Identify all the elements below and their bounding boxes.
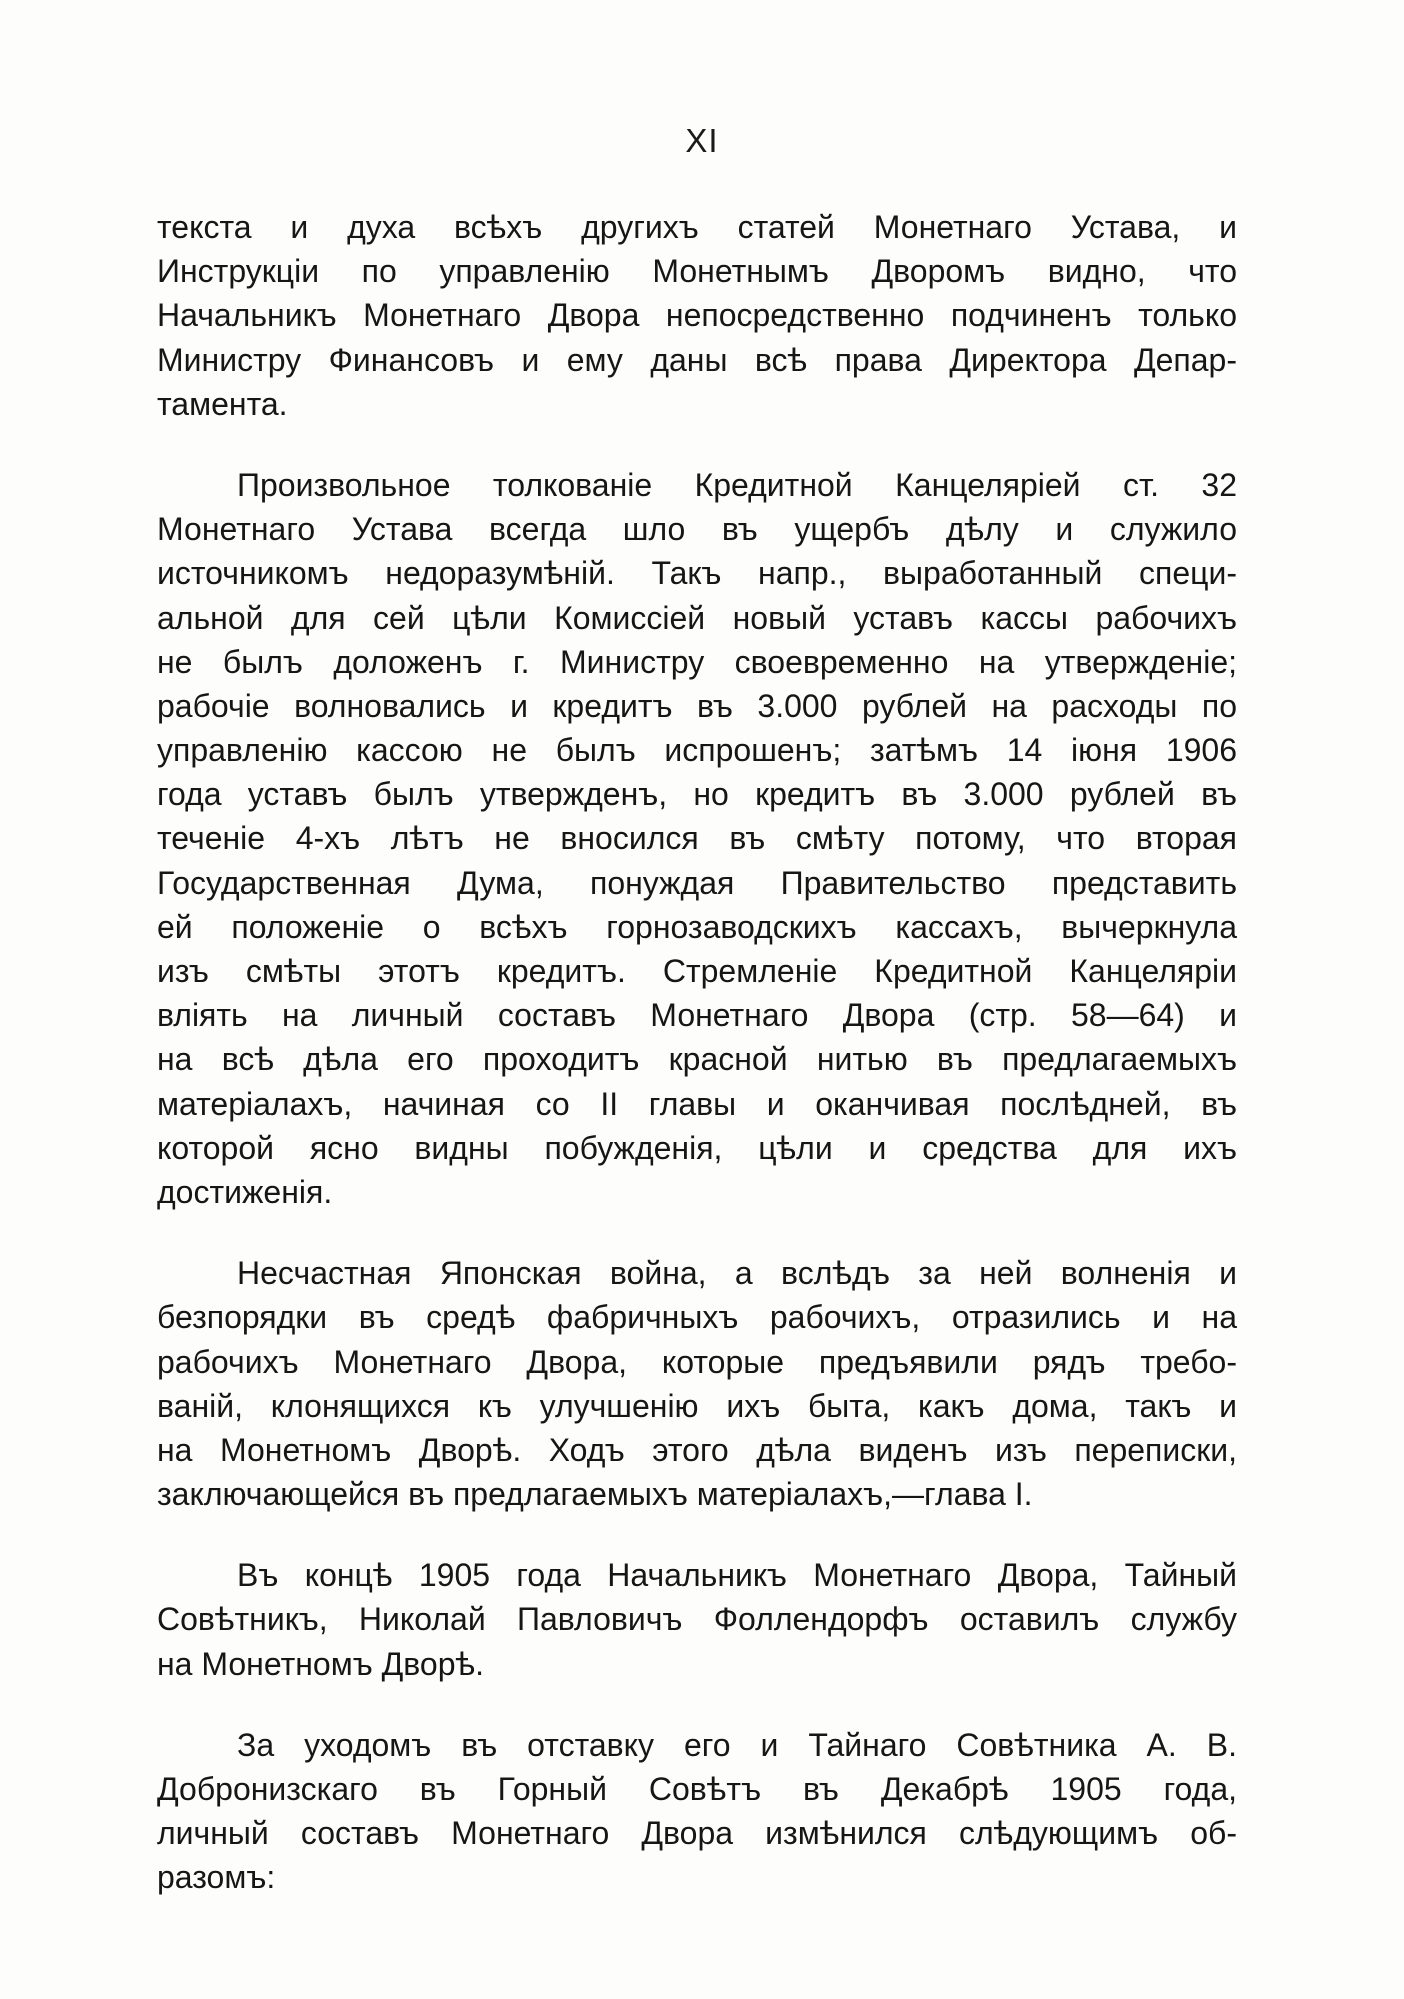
- text-line: теченіе 4-хъ лѣтъ не вносился въ смѣту потому, что вторая: [157, 820, 1237, 857]
- text-line: вліять на личный составъ Монетнаго Двора (стр. 58—64) и: [157, 997, 1237, 1034]
- paragraph-4: [157, 1553, 1237, 1686]
- text-line: достиженія.: [157, 1173, 333, 1210]
- text-line: источникомъ недоразумѣній. Такъ напр., выработанный специ-: [157, 555, 1237, 592]
- text-line: года уставъ былъ утвержденъ, но кредитъ въ 3.000 рублей въ: [157, 776, 1237, 813]
- text-line: Начальникъ Монетнаго Двора непосредственно подчиненъ только: [157, 297, 1237, 334]
- text-line: на Монетномъ Дворѣ. Ходъ этого дѣла виденъ изъ переписки,: [157, 1431, 1237, 1468]
- text-line: Монетнаго Устава всегда шло въ ущербъ дѣлу и служило: [157, 511, 1237, 548]
- text-line: на всѣ дѣла его проходитъ красной нитью въ предлагаемыхъ: [157, 1041, 1237, 1078]
- text-line: Совѣтникъ, Николай Павловичъ Фоллендорфъ оставилъ службу: [157, 1601, 1237, 1638]
- text-line: тамента.: [157, 385, 288, 422]
- text-line: текста и духа всѣхъ другихъ статей Монетнаго Устава, и: [157, 209, 1237, 245]
- text-line: на Монетномъ Дворѣ.: [157, 1645, 484, 1682]
- paragraph-1: [157, 205, 1237, 426]
- text-line: рабочихъ Монетнаго Двора, которые предъявили рядъ требо-: [157, 1343, 1237, 1380]
- text-line: альной для сей цѣли Комиссіей новый уставъ кассы рабочихъ: [157, 599, 1237, 636]
- text-line: Произвольное толкованіе Кредитной Канцеляріей ст. 32: [237, 466, 1237, 503]
- text-line: рабочіе волновались и кредитъ въ 3.000 рублей на расходы по: [157, 687, 1237, 724]
- text-line: Министру Финансовъ и ему даны всѣ права Директора Депар-: [157, 341, 1237, 378]
- text-line: За уходомъ въ отставку его и Тайнаго Совѣтника А. В.: [237, 1726, 1237, 1763]
- text-line: ей положеніе о всѣхъ горнозаводскихъ кассахъ, вычеркнула: [157, 908, 1237, 945]
- text-line: безпорядки въ средѣ фабричныхъ рабочихъ, отразились и на: [157, 1299, 1237, 1336]
- text-line: не былъ доложенъ г. Министру своевременно на утвержденіе;: [157, 643, 1237, 680]
- text-line: матеріалахъ, начиная со II главы и оканчивая послѣдней, въ: [157, 1085, 1237, 1122]
- text-line: управленію кассою не былъ испрошенъ; затѣмъ 14 іюня 1906: [157, 732, 1237, 769]
- text-line: ваній, клонящихся къ улучшенію ихъ быта, какъ дома, такъ и: [157, 1387, 1237, 1424]
- body-text: [157, 205, 1237, 1900]
- text-line: личный составъ Монетнаго Двора измѣнился слѣдующимъ об-: [157, 1815, 1237, 1852]
- text-line: Въ концѣ 1905 года Начальникъ Монетнаго Двора, Тайный: [237, 1557, 1237, 1594]
- text-line: Несчастная Японская война, а вслѣдъ за ней волненія и: [237, 1255, 1237, 1292]
- text-line: заключающейся въ предлагаемыхъ матеріалахъ,—глава I.: [157, 1476, 1033, 1513]
- text-line: Добронизскаго въ Горный Совѣтъ въ Декабрѣ 1905 года,: [157, 1771, 1237, 1807]
- text-line: Государственная Дума, понуждая Правительство представить: [157, 864, 1237, 901]
- paragraph-3: [157, 1251, 1237, 1516]
- text-line: изъ смѣты этотъ кредитъ. Стремленіе Кредитной Канцеляріи: [157, 953, 1237, 989]
- text-line: Инструкціи по управленію Монетнымъ Дворомъ видно, что: [157, 253, 1237, 290]
- paragraph-5: [157, 1723, 1237, 1900]
- paragraph-2: [157, 463, 1237, 1214]
- text-line: разомъ:: [157, 1859, 276, 1896]
- text-line: которой ясно видны побужденія, цѣли и средства для ихъ: [157, 1129, 1237, 1166]
- page-number: XI: [685, 122, 719, 159]
